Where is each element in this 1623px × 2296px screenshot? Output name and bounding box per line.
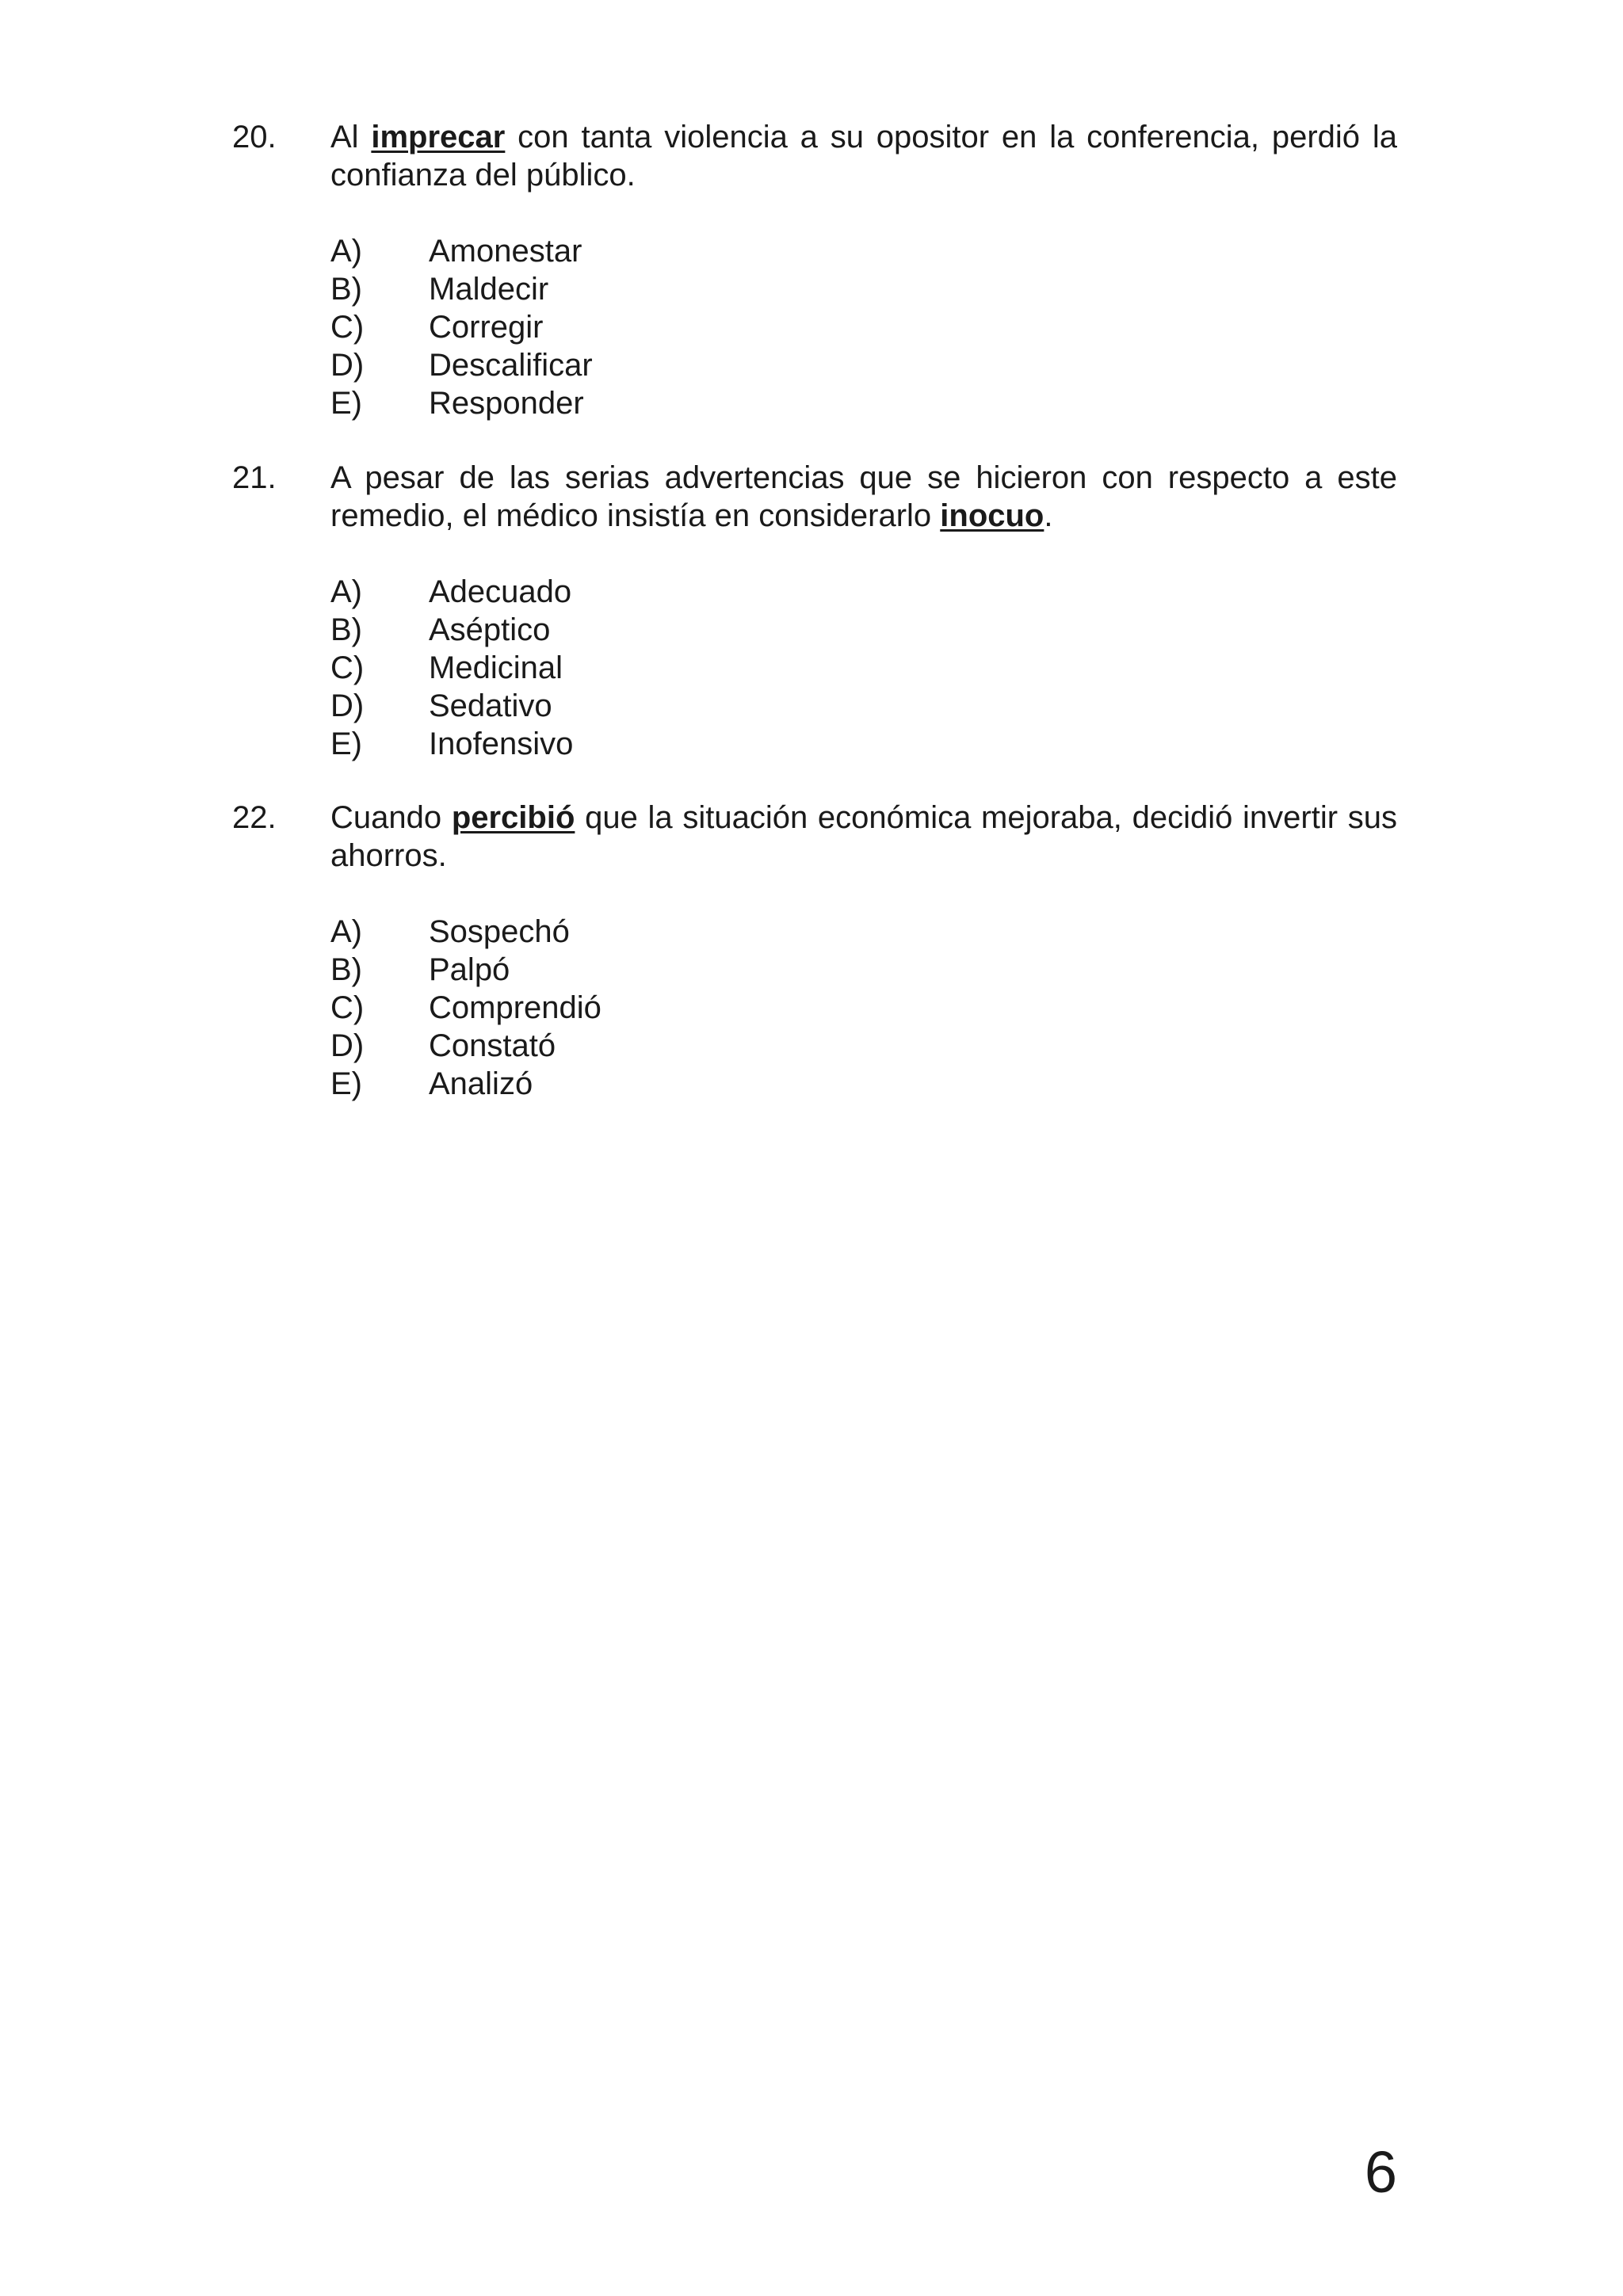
option-letter: A): [330, 574, 362, 609]
option-text: Corregir: [429, 310, 544, 345]
stem-keyword: percibió: [451, 800, 575, 835]
stem-keyword: imprecar: [371, 120, 506, 154]
answer-option-a: [330, 573, 1397, 611]
question-stem: [330, 459, 1397, 535]
option-text: Analizó: [429, 1066, 533, 1101]
answer-option-b: [330, 951, 1397, 989]
answer-option-e: [330, 1065, 1397, 1103]
stem-text-after: .: [1044, 498, 1053, 533]
stem-keyword: inocuo: [940, 498, 1044, 533]
option-text: Aséptico: [429, 612, 551, 647]
stem-text-before: A pesar de las serias advertencias que se hicieron con respecto a este remedio, el médico insistía en considerarlo: [330, 460, 1397, 533]
stem-text-after: que la situación económica mejoraba, decidió invertir sus ahorros.: [330, 800, 1397, 873]
option-text: Descalificar: [429, 348, 593, 383]
option-letter: B): [330, 952, 362, 987]
question-stem: [330, 118, 1397, 194]
option-letter: E): [330, 727, 362, 761]
question-number: 21.: [232, 460, 277, 495]
answer-option-c: [330, 308, 1397, 346]
stem-text-after: con tanta violencia a su opositor en la conferencia, perdió la confianza del público.: [330, 120, 1397, 193]
option-text: Comprendió: [429, 990, 601, 1025]
question-stem: [330, 799, 1397, 875]
option-text: Sospechó: [429, 914, 570, 949]
answer-option-a: [330, 232, 1397, 270]
option-text: Constató: [429, 1028, 556, 1063]
option-text: Maldecir: [429, 272, 549, 307]
answer-option-a: [330, 913, 1397, 951]
option-text: Palpó: [429, 952, 510, 987]
option-text: Inofensivo: [429, 727, 574, 761]
answer-options: [330, 573, 1397, 763]
stem-text-before: Cuando: [330, 800, 452, 835]
option-letter: E): [330, 386, 362, 421]
answer-options: [330, 913, 1397, 1103]
option-letter: D): [330, 1028, 365, 1063]
stem-text-before: Al: [330, 120, 372, 154]
option-letter: B): [330, 272, 362, 307]
question-21: [232, 459, 1397, 763]
option-letter: E): [330, 1066, 362, 1101]
answer-option-c: [330, 649, 1397, 687]
option-letter: C): [330, 310, 365, 345]
answer-option-d: [330, 1027, 1397, 1065]
option-letter: D): [330, 688, 365, 723]
answer-option-c: [330, 989, 1397, 1027]
option-letter: B): [330, 612, 362, 647]
option-letter: D): [330, 348, 365, 383]
option-text: Medicinal: [429, 650, 563, 685]
answer-option-e: [330, 725, 1397, 763]
page-number: 6: [1364, 2139, 1397, 2205]
option-letter: C): [330, 990, 365, 1025]
answer-option-d: [330, 687, 1397, 725]
option-text: Sedativo: [429, 688, 552, 723]
option-letter: A): [330, 914, 362, 949]
option-text: Amonestar: [429, 234, 582, 269]
question-number: 22.: [232, 800, 277, 835]
answer-option-e: [330, 384, 1397, 422]
answer-option-b: [330, 270, 1397, 308]
question-22: [232, 799, 1397, 1103]
answer-option-d: [330, 346, 1397, 384]
answer-options: [330, 232, 1397, 422]
option-letter: C): [330, 650, 365, 685]
option-text: Adecuado: [429, 574, 572, 609]
answer-option-b: [330, 611, 1397, 649]
option-letter: A): [330, 234, 362, 269]
question-number: 20.: [232, 120, 277, 154]
option-text: Responder: [429, 386, 584, 421]
question-20: [232, 118, 1397, 422]
